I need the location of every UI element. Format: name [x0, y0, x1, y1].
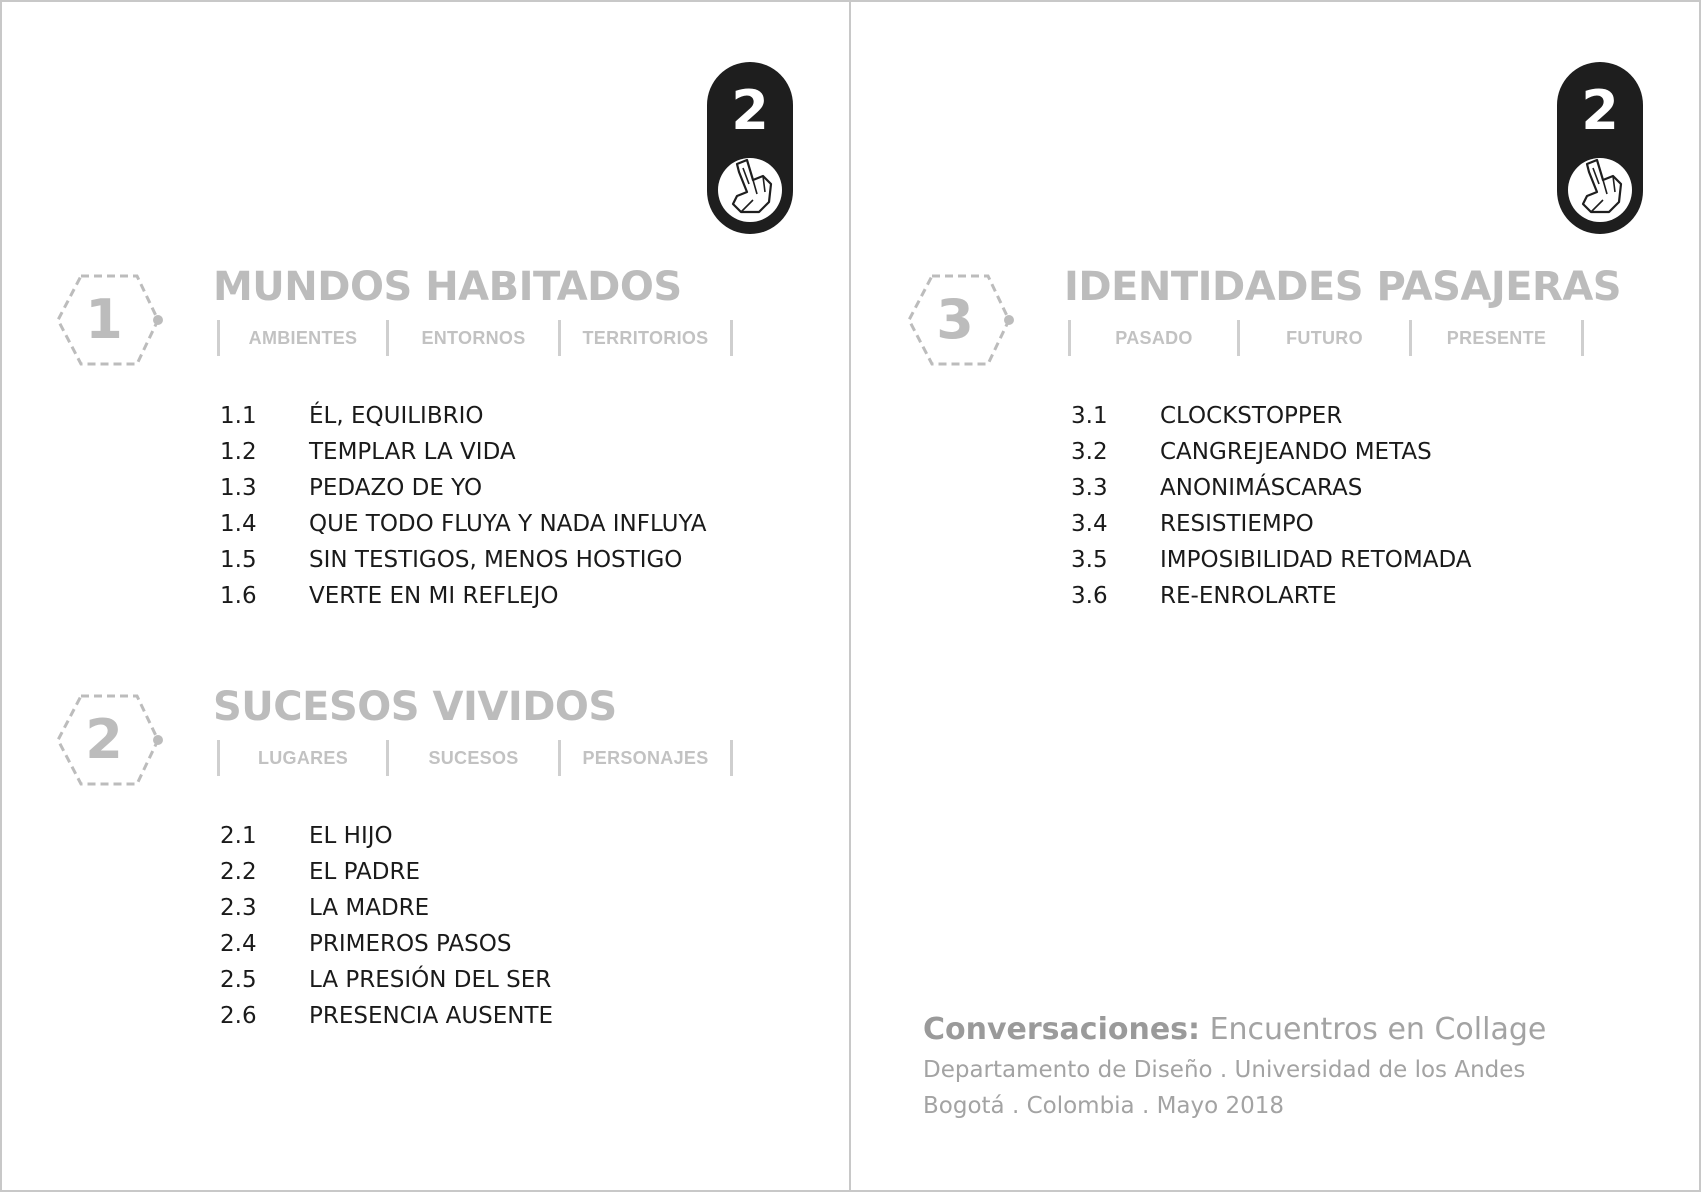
section-number: 2: [85, 708, 123, 771]
toc-item: [220, 578, 706, 614]
toc-item: [220, 962, 553, 998]
toc-item-number: 1.2: [220, 439, 257, 465]
section-number: 3: [936, 288, 974, 351]
toc-item-title: ANONIMÁSCARAS: [1160, 475, 1363, 501]
toc-item: [220, 818, 553, 854]
colophon-title-rest: Encuentros en Collage: [1200, 1012, 1547, 1047]
toc-item: [1071, 542, 1472, 578]
toc-item-number: 3.4: [1071, 511, 1108, 537]
section-tag: LUGARES: [217, 740, 389, 776]
toc-item-title: RESISTIEMPO: [1160, 511, 1314, 537]
section-1-header: [54, 264, 754, 372]
toc-item-title: CLOCKSTOPPER: [1160, 403, 1343, 429]
toc-item-number: 3.2: [1071, 439, 1108, 465]
toc-item-title: ÉL, EQUILIBRIO: [309, 403, 484, 429]
toc-item: [220, 854, 553, 890]
toc-item: [1071, 434, 1472, 470]
toc-item-title: PEDAZO DE YO: [309, 475, 483, 501]
section-tag: SUCESOS: [389, 740, 561, 776]
toc-item-number: 1.4: [220, 511, 257, 537]
toc-item-title: EL HIJO: [309, 823, 393, 849]
badge-number: 2: [731, 79, 769, 142]
hand-icon: [1568, 158, 1632, 222]
toc-item-number: 2.5: [220, 967, 257, 993]
toc-item-number: 3.6: [1071, 583, 1108, 609]
toc-item-number: 2.1: [220, 823, 257, 849]
toc-item: [220, 890, 553, 926]
section-tags: [217, 740, 733, 776]
section-title: MUNDOS HABITADOS: [213, 264, 682, 310]
toc-list-section-3: [1071, 398, 1472, 614]
toc-item: [220, 470, 706, 506]
toc-item-number: 1.3: [220, 475, 257, 501]
toc-item: [220, 542, 706, 578]
section-tag: PERSONAJES: [561, 740, 733, 776]
toc-item-title: PRESENCIA AUSENTE: [309, 1003, 554, 1029]
toc-item-number: 3.5: [1071, 547, 1108, 573]
toc-item-number: 2.3: [220, 895, 257, 921]
toc-list-section-2: [220, 818, 553, 1034]
toc-item: [220, 398, 706, 434]
colophon-title-bold: Conversaciones:: [923, 1012, 1201, 1047]
toc-item: [220, 998, 553, 1034]
toc-item-number: 2.4: [220, 931, 257, 957]
toc-item-number: 1.6: [220, 583, 257, 609]
toc-item-title: VERTE EN MI REFLEJO: [309, 583, 559, 609]
toc-item-title: EL PADRE: [309, 859, 421, 885]
toc-item-title: TEMPLAR LA VIDA: [309, 439, 516, 465]
toc-item: [1071, 578, 1472, 614]
toc-item-title: RE-ENROLARTE: [1160, 583, 1337, 609]
toc-item-title: QUE TODO FLUYA Y NADA INFLUYA: [309, 511, 707, 537]
toc-item-title: LA MADRE: [309, 895, 430, 921]
toc-item: [1071, 470, 1472, 506]
toc-item-title: PRIMEROS PASOS: [309, 931, 512, 957]
toc-item: [1071, 506, 1472, 542]
section-tags: [1068, 320, 1584, 356]
colophon-institution: Departamento de Diseño . Universidad de los Andes: [923, 1057, 1526, 1083]
section-tag: AMBIENTES: [217, 320, 389, 356]
colophon-title: [923, 1008, 1546, 1052]
colophon: [923, 1008, 1546, 1124]
toc-item: [1071, 398, 1472, 434]
toc-item-title: SIN TESTIGOS, MENOS HOSTIGO: [309, 547, 683, 573]
section-title: SUCESOS VIVIDOS: [213, 684, 617, 730]
hexagon-outline-icon: [54, 272, 164, 368]
toc-item-title: LA PRESIÓN DEL SER: [309, 967, 552, 993]
toc-item-title: IMPOSIBILIDAD RETOMADA: [1160, 547, 1472, 573]
section-tag: ENTORNOS: [389, 320, 561, 356]
section-2-header: [54, 684, 754, 792]
section-tag: PRESENTE: [1412, 320, 1584, 356]
hand-icon: [718, 158, 782, 222]
section-title: IDENTIDADES PASAJERAS: [1064, 264, 1622, 310]
chapter-badge: [707, 62, 793, 234]
toc-item: [220, 434, 706, 470]
toc-list-section-1: [220, 398, 706, 614]
toc-item-number: 3.3: [1071, 475, 1108, 501]
toc-item-number: 2.2: [220, 859, 257, 885]
colophon-place-date: Bogotá . Colombia . Mayo 2018: [923, 1093, 1285, 1119]
chapter-badge: [1557, 62, 1643, 234]
toc-item-number: 1.5: [220, 547, 257, 573]
hexagon-outline-icon: [905, 272, 1015, 368]
section-tag: FUTURO: [1240, 320, 1412, 356]
toc-item: [220, 926, 553, 962]
section-3-header: [905, 264, 1622, 372]
toc-item-title: CANGREJEANDO METAS: [1160, 439, 1432, 465]
section-tags: [217, 320, 733, 356]
hexagon-outline-icon: [54, 692, 164, 788]
section-tag: PASADO: [1068, 320, 1240, 356]
toc-item: [220, 506, 706, 542]
badge-number: 2: [1581, 79, 1619, 142]
toc-item-number: 1.1: [220, 403, 257, 429]
section-tag: TERRITORIOS: [561, 320, 733, 356]
section-number: 1: [85, 288, 123, 351]
toc-item-number: 3.1: [1071, 403, 1108, 429]
toc-item-number: 2.6: [220, 1003, 257, 1029]
